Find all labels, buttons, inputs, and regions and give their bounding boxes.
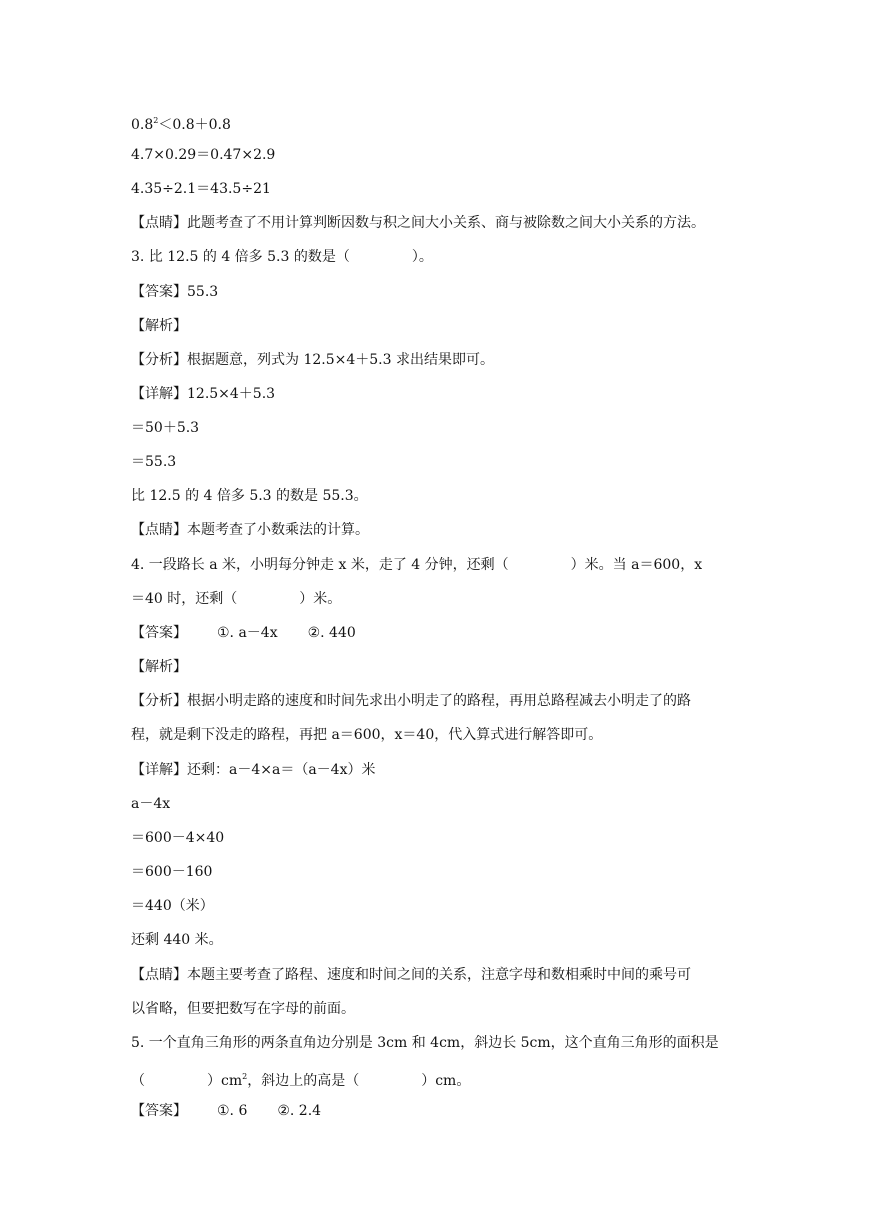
text-line: 【详解】12.5×4＋5.3 (131, 386, 276, 402)
text-line: 4.35÷2.1＝43.5÷21 (131, 181, 271, 197)
text-line: 【点睛】本题考查了小数乘法的计算。 (131, 522, 369, 538)
answer-item: ①. a－4x (217, 625, 278, 641)
question-text: ＝40 时，还剩（ (131, 591, 238, 607)
answer-line (131, 623, 356, 643)
question-text: ）。 (411, 249, 433, 265)
text-line: 还剩 440 米。 (131, 932, 223, 948)
text-line: ＝50＋5.3 (131, 420, 200, 436)
text-segment: ＜0.8＋0.8 (158, 117, 231, 133)
text-line: ＝440（米） (131, 898, 214, 914)
text-line: 【分析】根据小明走路的速度和时间先求出小明走了的路程，再用总路程减去小明走了的路 (131, 693, 691, 709)
text-line: ＝55.3 (131, 454, 177, 470)
text-segment: 0.8 (131, 117, 154, 133)
question-text: 4. 一段路长 a 米，小明每分钟走 x 米，走了 4 分钟，还剩（ (131, 557, 509, 573)
question-text: ，斜边上的高是（ (247, 1073, 360, 1089)
text-line: 以省略，但要把数写在字母的前面。 (131, 1001, 355, 1017)
text-line: 程，就是剩下没走的路程，再把 a＝600，x＝40，代入算式进行解答即可。 (131, 727, 603, 743)
question-4-continued (131, 589, 341, 609)
question-5: 5. 一个直角三角形的两条直角边分别是 3cm 和 4cm，斜边长 5cm，这个直角三角形的面积是 (131, 1035, 719, 1051)
answer-line: 【答案】55.3 (131, 284, 219, 300)
question-3 (131, 247, 433, 267)
question-4 (131, 555, 702, 575)
answer-label: 【答案】 (131, 625, 187, 641)
question-5-continued (131, 1067, 470, 1087)
text-line: 【点睛】此题考查了不用计算判断因数与积之间大小关系、商与被除数之间大小关系的方法。 (131, 215, 705, 231)
question-text: 3. 比 12.5 的 4 倍多 5.3 的数是（ (131, 249, 350, 265)
answer-item: ②. 440 (307, 625, 356, 641)
answer-line (131, 1101, 321, 1121)
text-line: 比 12.5 的 4 倍多 5.3 的数是 55.3。 (131, 488, 368, 504)
question-text: ）cm。 (421, 1073, 471, 1089)
question-text: ）米。当 a＝600，x (570, 557, 703, 573)
answer-item: ②. 2.4 (277, 1103, 322, 1119)
text-line (131, 111, 231, 131)
text-line: a－4x (131, 796, 171, 812)
text-line: ＝600－4×40 (131, 830, 225, 846)
answer-label: 【答案】 (131, 1103, 187, 1119)
text-line: 【分析】根据题意，列式为 12.5×4＋5.3 求出结果即可。 (131, 352, 494, 368)
analysis-heading: 【解析】 (131, 659, 187, 675)
superscript: 2 (153, 116, 159, 125)
superscript: 2 (242, 1072, 248, 1081)
text-line: 4.7×0.29＝0.47×2.9 (131, 147, 276, 163)
text-line: ＝600－160 (131, 864, 213, 880)
question-text: （ (131, 1073, 145, 1089)
answer-item: ①. 6 (217, 1103, 248, 1119)
analysis-heading: 【解析】 (131, 318, 187, 334)
text-line: 【点睛】本题主要考查了路程、速度和时间之间的关系，注意字母和数相乘时中间的乘号可 (131, 967, 691, 983)
text-line: 【详解】还剩：a－4×a＝（a－4x）米 (131, 762, 376, 778)
question-text: ）cm (207, 1073, 243, 1089)
question-text: ）米。 (299, 591, 342, 607)
